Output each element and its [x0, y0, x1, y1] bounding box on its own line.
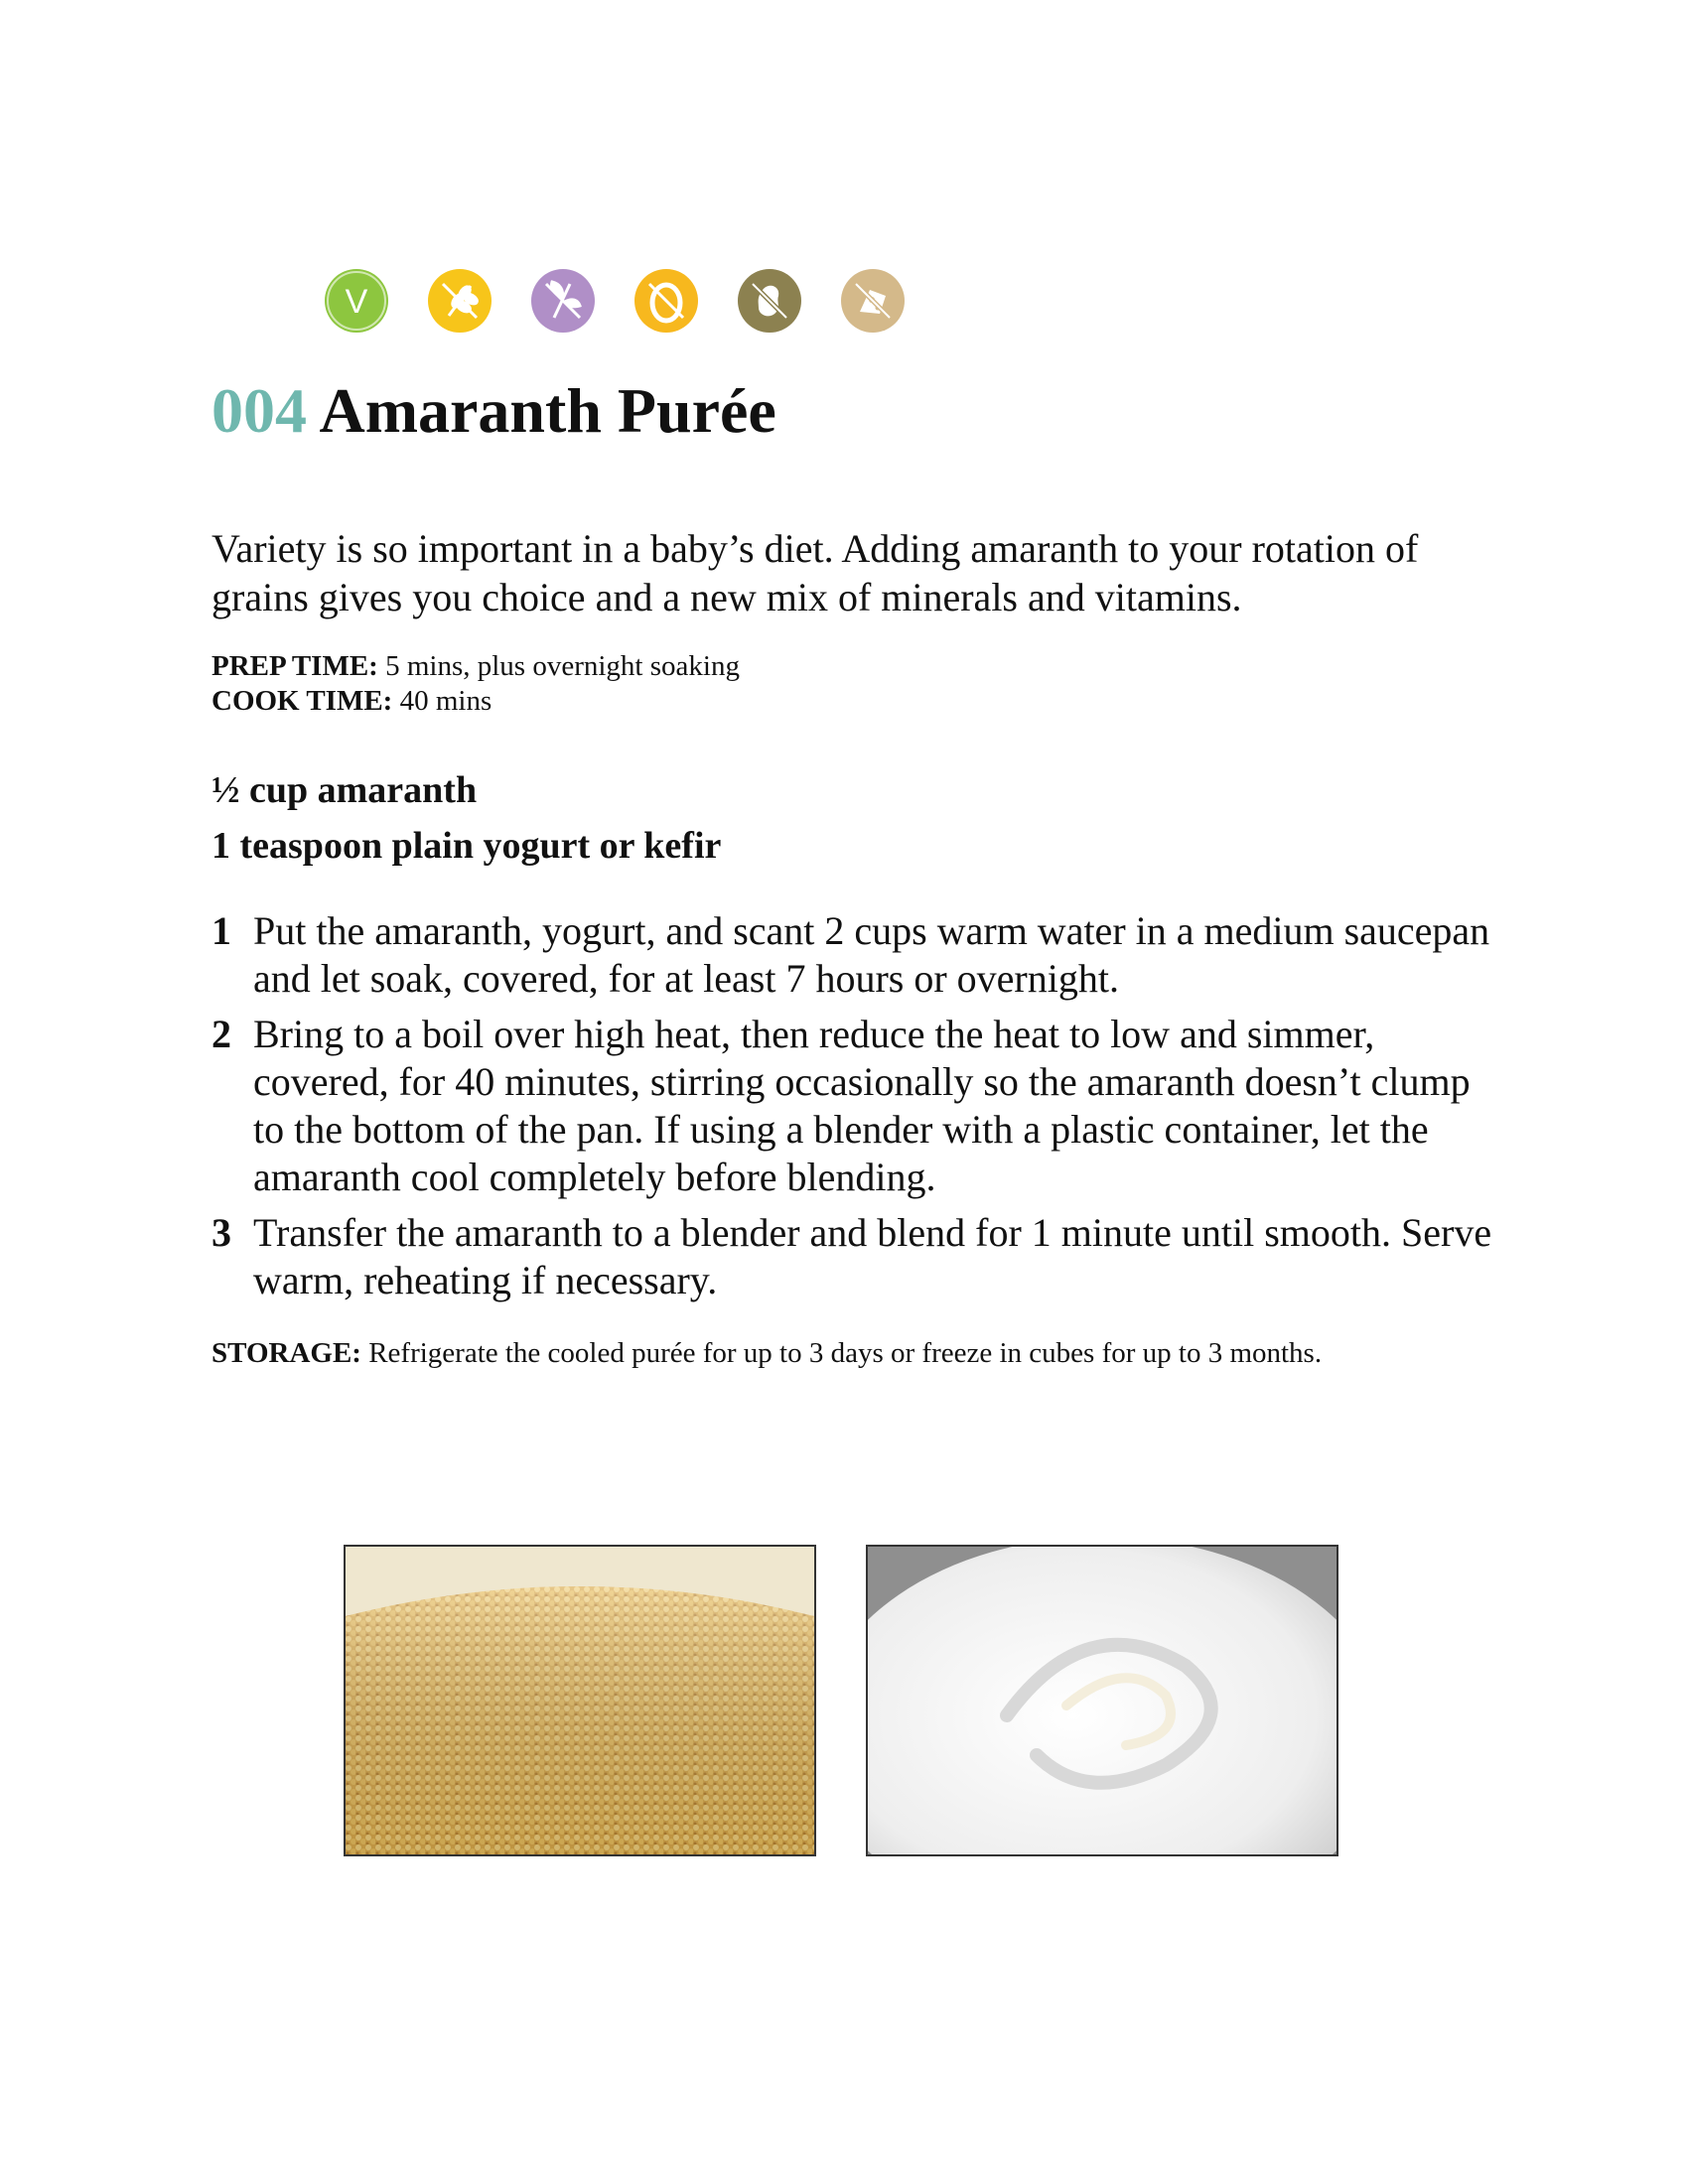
recipe-number: 004 — [211, 375, 307, 446]
method-steps — [211, 907, 1502, 1312]
step-text: Put the amaranth, yogurt, and scant 2 cups warm water in a medium saucepan and let soak, covered, for at least 7 hours or overnight. — [253, 908, 1490, 1001]
ingredient-item: 1 teaspoon plain yogurt or kefir — [211, 825, 722, 867]
ingredient-list — [211, 762, 721, 874]
prep-time — [211, 649, 740, 684]
ingredient-item: ½ cup amaranth — [211, 769, 478, 811]
yogurt-photo — [866, 1545, 1338, 1856]
gluten-free-icon — [530, 268, 596, 334]
recipe-title — [211, 375, 776, 446]
method-step — [211, 1011, 1502, 1201]
vegetarian-icon — [324, 268, 389, 334]
method-step — [211, 907, 1502, 1003]
step-number: 2 — [211, 1012, 231, 1056]
amaranth-photo — [344, 1545, 816, 1856]
dairy-free-icon — [840, 268, 906, 334]
svg-text:V: V — [345, 283, 368, 321]
step-text: Transfer the amaranth to a blender and blend for 1 minute until smooth. Serve warm, reheating if necessary. — [253, 1210, 1492, 1302]
recipe-intro: Variety is so important in a baby’s diet. Adding amaranth to your rotation of grains gives you choice and a new mix of minerals and vitamins. — [211, 526, 1419, 619]
cook-time-value: 40 mins — [399, 685, 492, 717]
cook-time — [211, 684, 740, 719]
recipe-times — [211, 649, 740, 719]
wheat-free-icon — [427, 268, 492, 334]
storage-note — [211, 1336, 1322, 1371]
recipe-name: Amaranth Purée — [319, 375, 776, 446]
method-step — [211, 1209, 1502, 1304]
prep-time-label: PREP TIME: — [211, 650, 378, 682]
storage-text: Refrigerate the cooled purée for up to 3 days or freeze in cubes for up to 3 months. — [368, 1337, 1323, 1369]
egg-free-icon — [633, 268, 699, 334]
storage-label: STORAGE: — [211, 1337, 361, 1369]
prep-time-value: 5 mins, plus overnight soaking — [385, 650, 740, 682]
step-number: 3 — [211, 1210, 231, 1255]
nut-free-icon — [737, 268, 802, 334]
step-text: Bring to a boil over high heat, then reduce the heat to low and simmer, covered, for 40 minutes, stirring occasionally so the amaranth doesn’t clump to the bottom of the pan. If using a blender with a plastic container, let the amaranth cool completely before blending. — [253, 1012, 1471, 1199]
cook-time-label: COOK TIME: — [211, 685, 393, 717]
step-number: 1 — [211, 908, 231, 953]
